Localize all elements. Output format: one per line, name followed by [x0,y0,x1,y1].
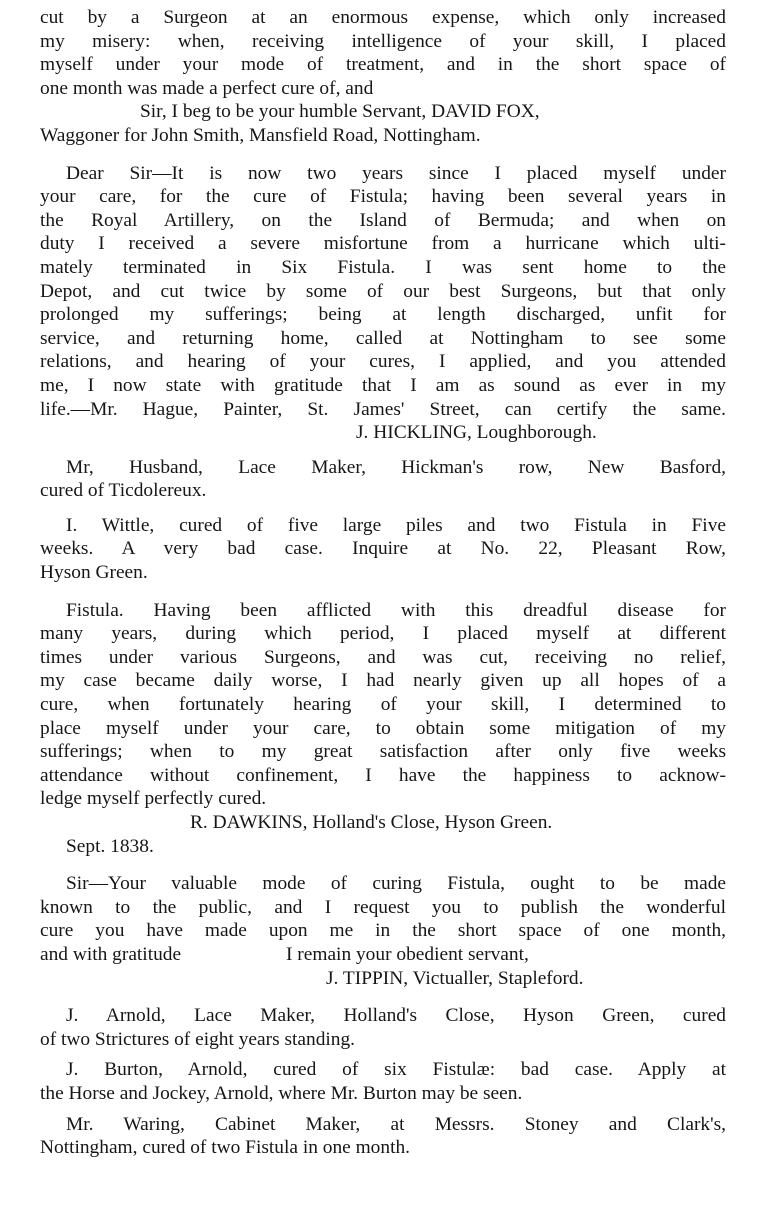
signature-line: R. DAWKINS, Holland's Close, Hyson Green. [190,812,553,833]
text-line: relations, and hearing of your cures, I applied, and you attended [40,351,726,373]
text-line: place myself under your care, to obtain some mitigation of my [40,717,726,739]
testimonial-wittle [40,514,726,585]
text-line: J. Burton, Arnold, cured of six Fistulæ: bad case. Apply at [66,1059,726,1081]
text-line: Mr. Waring, Cabinet Maker, at Messrs. Stoney and Clark's, [66,1113,726,1135]
testimonial-burton [40,1058,726,1105]
text-line: one month was made a perfect cure of, and [40,77,374,99]
text-line: the Royal Artillery, on the Island of Bermuda; and when on [40,209,726,231]
text-line: J. Arnold, Lace Maker, Holland's Close, Hyson Green, cured [66,1005,726,1027]
text-line: prolonged my sufferings; being at length discharged, unfit for [40,304,726,326]
text-line: of two Strictures of eight years standing. [40,1028,356,1050]
text-line: cure you have made upon me in the short space of one month, [40,920,726,942]
text-line: many years, during which period, I placed myself at different [40,623,726,645]
text-line: I. Wittle, cured of five large piles and two Fistula in Five [66,514,726,536]
text-line: weeks. A very bad case. Inquire at No. 22, Pleasant Row, [40,538,726,560]
testimonial-waring [40,1113,726,1160]
text-line: your care, for the cure of Fistula; having been several years in [40,186,726,208]
testimonial-fox [40,6,726,148]
text-line: cure, when fortunately hearing of your skill, I determined to [40,694,726,716]
signature-line: J. HICKLING, Loughborough. [356,422,597,444]
signature-line: J. TIPPIN, Victualler, Stapleford. [326,967,584,989]
text-line: Sir—Your valuable mode of curing Fistula, ought to be made [66,873,726,895]
text-line: Fistula. Having been afflicted with this dreadful disease for [66,599,726,621]
testimonial-dawkins [40,599,726,859]
closing-left: and with gratitude [40,943,182,965]
text-line: cured of Ticdolereux. [40,480,207,502]
testimonial-arnold [40,1004,726,1051]
testimonial-husband [40,456,726,503]
text-line: the Horse and Jockey, Arnold, where Mr. Burton may be seen. [40,1082,523,1104]
text-line: duty I received a severe misfortune from a hurricane which ulti- [40,233,726,255]
text-line: Dear Sir—It is now two years since I placed myself under [66,162,726,184]
closing-right: I remain your obedient servant, [286,943,529,965]
text-line: cut by a Surgeon at an enormous expense, which only increased [40,7,726,28]
signature-line: Sir, I beg to be your humble Servant, DAVID FOX, [140,101,540,123]
text-line: Nottingham, cured of two Fistula in one month. [40,1137,410,1159]
text-line: life.—Mr. Hague, Painter, St. James' Street, can certify the same. [40,398,726,420]
text-line: sufferings; when to my great satisfaction after only five weeks [40,741,726,763]
text-line: mately terminated in Six Fistula. I was sent home to the [40,256,726,278]
closing-line [40,943,726,967]
text-line: Hyson Green. [40,562,148,584]
testimonial-tippin [40,872,726,990]
text-line: my case became daily worse, I had nearly given up all hopes of a [40,670,726,692]
text-line: ledge myself perfectly cured. [40,788,267,810]
text-line: Depot, and cut twice by some of our best Surgeons, but that only [40,280,726,302]
text-line: Mr, Husband, Lace Maker, Hickman's row, New Basford, [66,456,726,478]
text-line: service, and returning home, called at Nottingham to see some [40,327,726,349]
text-line: attendance without confinement, I have the happiness to acknow- [40,764,726,786]
date-line: Sept. 1838. [66,835,154,857]
text-line: my misery: when, receiving intelligence of your skill, I placed [40,30,726,52]
signature-line: Waggoner for John Smith, Mansfield Road, Nottingham. [40,124,481,146]
text-line: me, I now state with gratitude that I am as sound as ever in my [40,374,726,396]
document-page [40,6,726,1160]
text-line: myself under your mode of treatment, and in the short space of [40,54,726,76]
text-line: times under various Surgeons, and was cut, receiving no relief, [40,646,726,668]
text-line: known to the public, and I request you to publish the wonderful [40,896,726,918]
testimonial-hickling [40,162,726,445]
